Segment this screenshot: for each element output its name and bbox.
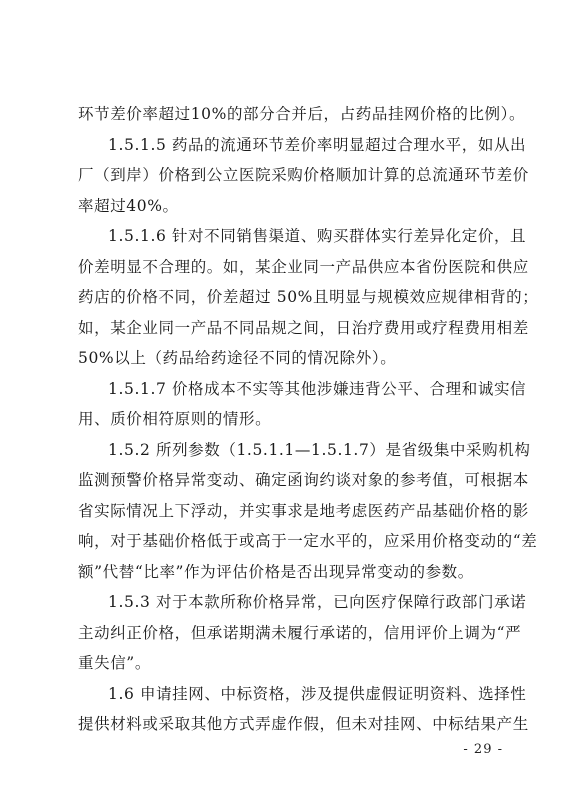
text-line: 1.5.3 对于本款所称价格异常，已向医疗保障行政部门承诺 <box>108 593 527 611</box>
text-line: 用、质价相符原则的情形。 <box>78 410 272 428</box>
text-line: 响，对于基础价格低于或高于一定水平的，应采用价格变动的“差 <box>78 532 538 550</box>
text-line: 额”代替“比率”作为评估价格是否出现异常变动的参数。 <box>78 562 474 581</box>
text-line: 省实际情况上下浮动，并实事求是地考虑医药产品基础价格的影 <box>78 501 529 520</box>
text-line: 50%以上（药品给药途径不同的情况除外）。 <box>78 349 397 367</box>
text-line: 率超过40%。 <box>78 196 179 215</box>
text-line: 环节差价率超过10%的部分合并后，占药品挂网价格的比例）。 <box>78 105 526 123</box>
text-line: 1.6 申请挂网、中标资格，涉及提供虚假证明资料、选择性 <box>108 684 527 703</box>
text-line: 1.5.1.5 药品的流通环节差价率明显超过合理水平，如从出 <box>108 135 527 154</box>
text-line: 1.5.1.7 价格成本不实等其他涉嫌违背公平、合理和诚实信 <box>108 379 527 398</box>
text-line: 提供材料或采取其他方式弄虚作假，但未对挂网、中标结果产生 <box>78 715 529 733</box>
text-line: 主动纠正价格，但承诺期满未履行承诺的，信用评价上调为“严 <box>78 623 522 642</box>
text-line: 价差明显不合理的。如，某企业同一产品供应本省份医院和供应 <box>78 257 529 276</box>
text-line: 如，某企业同一产品不同品规之间，日治疗费用或疗程费用相差 <box>78 318 529 337</box>
text-line: 重失信”。 <box>78 654 151 672</box>
text-line: 厂（到岸）价格到公立医院采购价格顺加计算的总流通环节差价 <box>78 166 529 184</box>
text-line: 药店的价格不同，价差超过 50%且明显与规模效应规律相背的； <box>78 288 539 306</box>
text-line: 1.5.1.6 针对不同销售渠道、购买群体实行差异化定价，且 <box>108 227 527 245</box>
text-line: 1.5.2 所列参数（1.5.1.1—1.5.1.7）是省级集中采购机构 <box>108 440 531 459</box>
page-number: - 29 - <box>463 742 503 757</box>
text-line: 监测预警价格异常变动、确定函询约谈对象的参考值，可根据本 <box>78 471 529 489</box>
